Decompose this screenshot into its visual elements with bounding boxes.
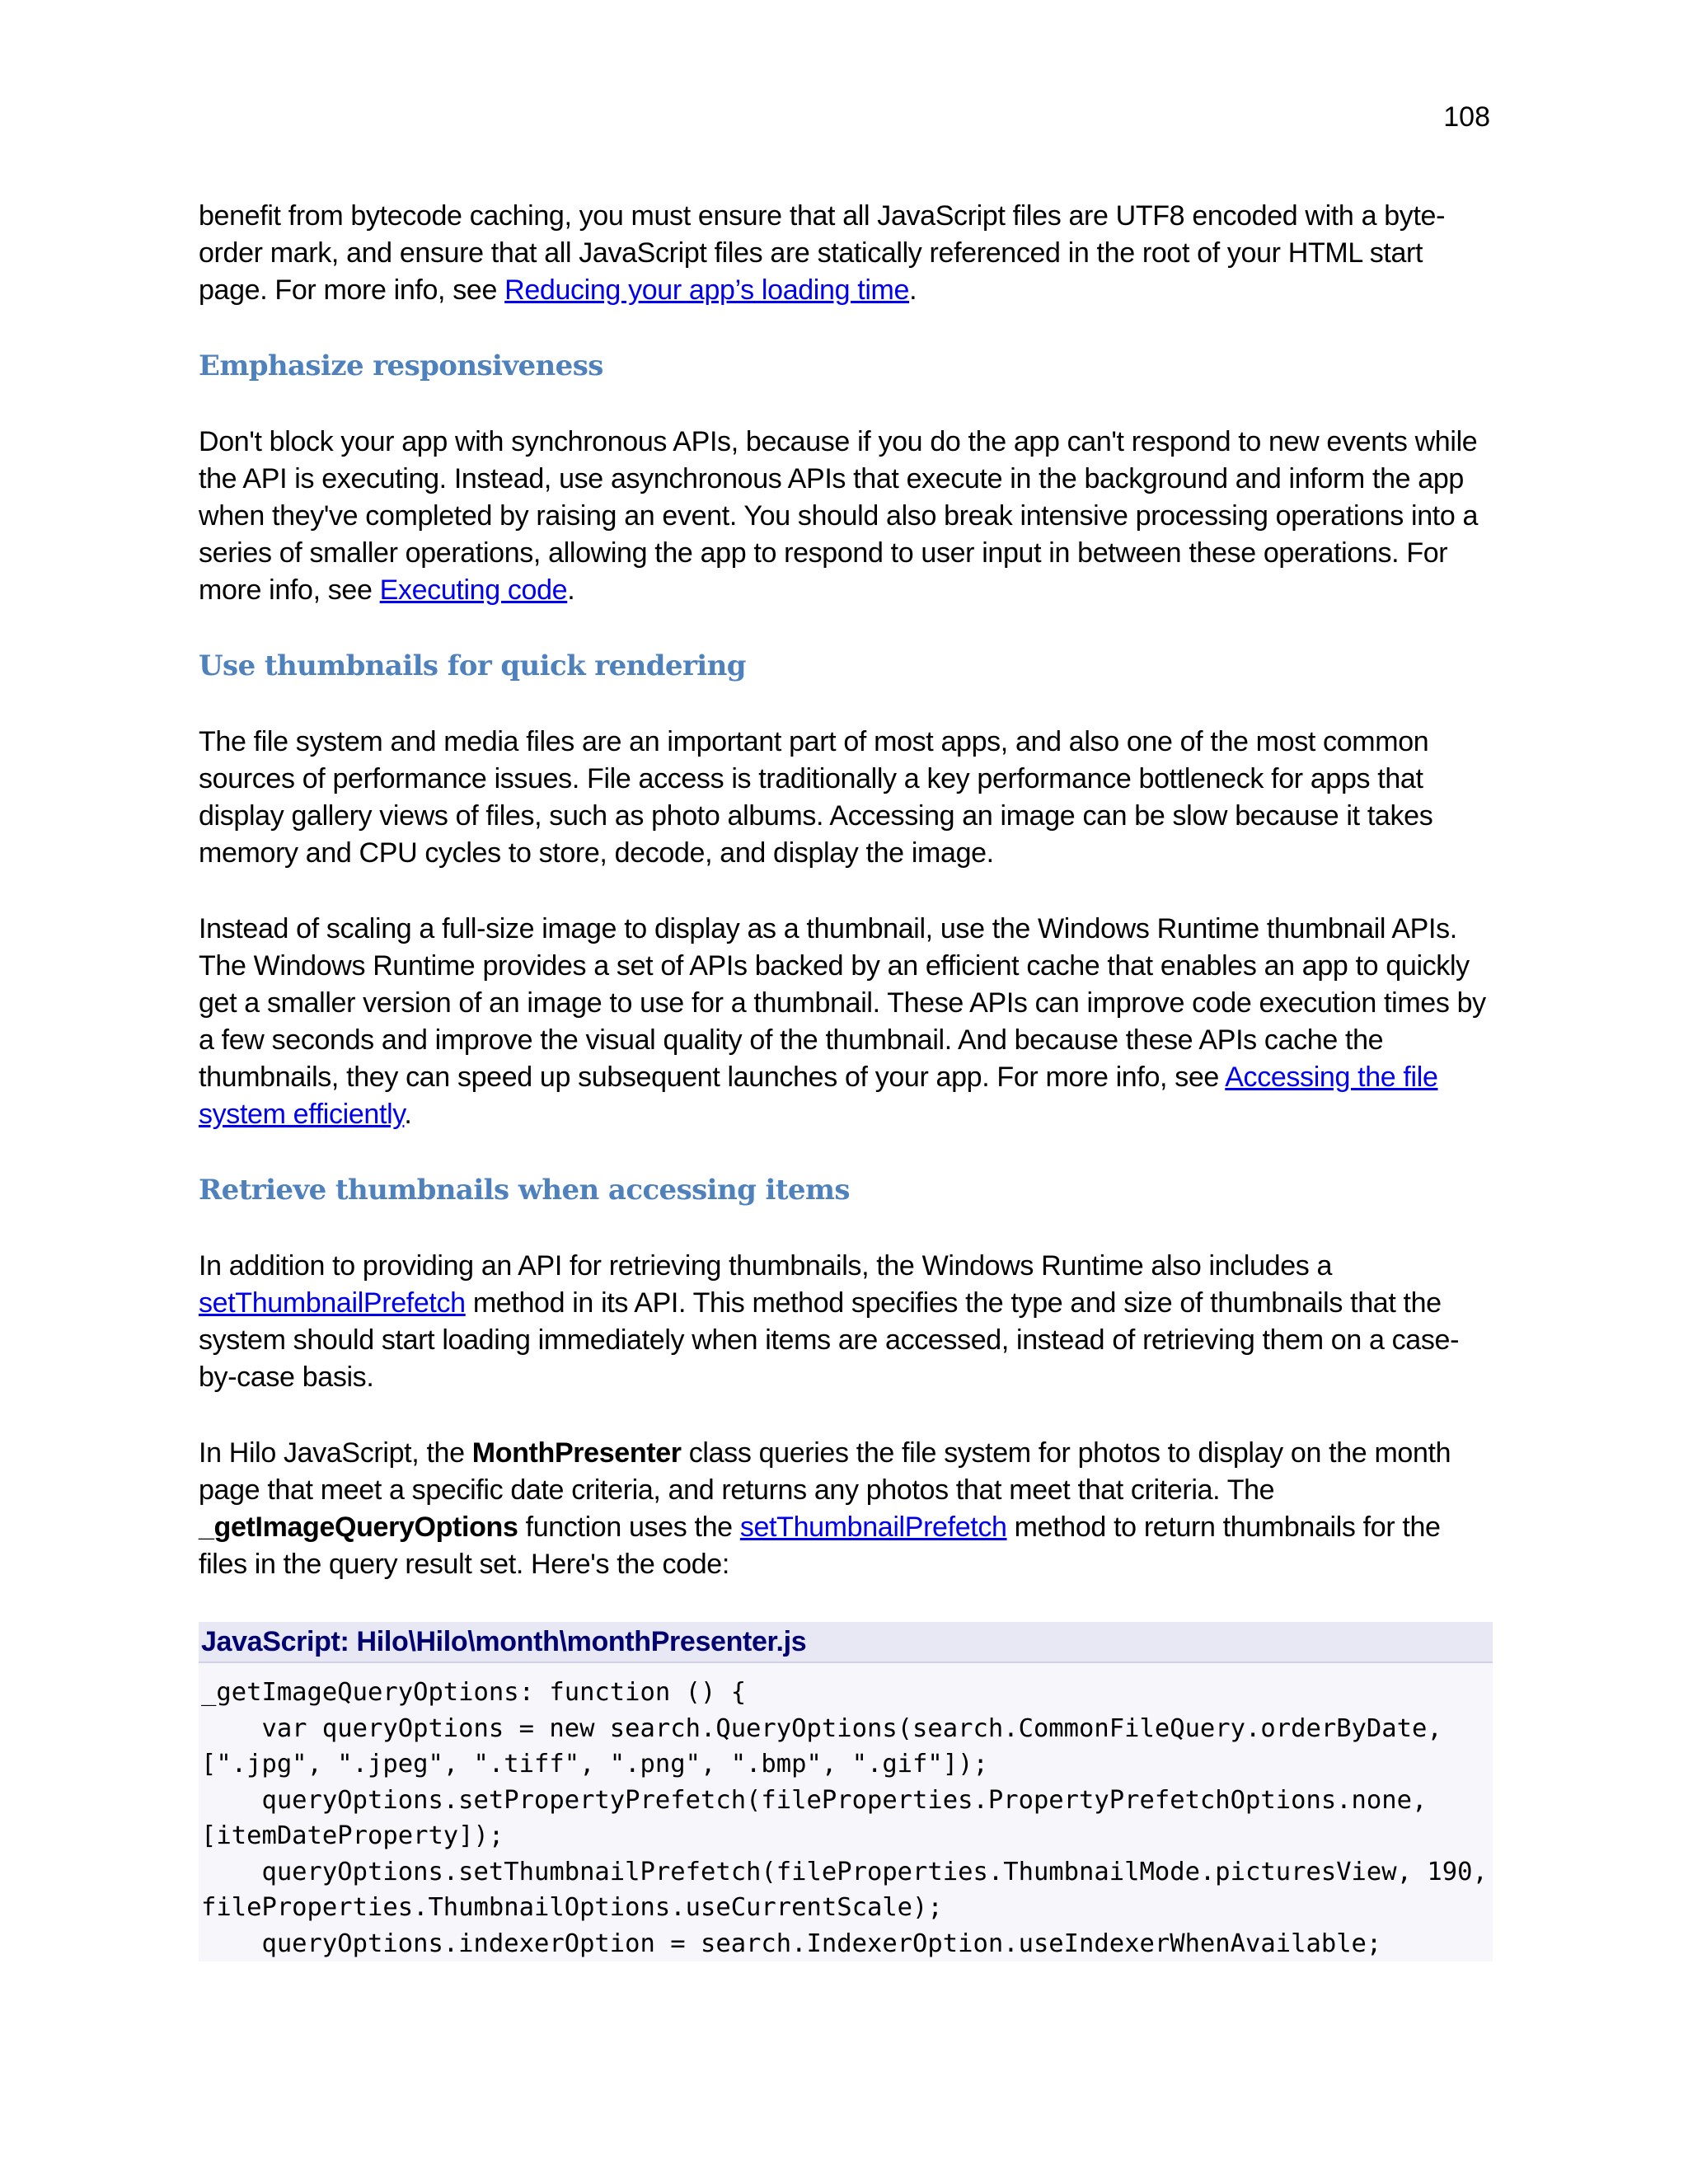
paragraph-responsiveness — [199, 424, 1493, 609]
paragraph-text: In addition to providing an API for retrieving thumbnails, the Windows Runtime also includes a — [199, 1250, 1333, 1282]
link-executing-code[interactable]: Executing code — [379, 574, 568, 606]
paragraph-thumbnail-apis — [199, 911, 1493, 1133]
paragraph-text: method in its API. This method specifies the type and size of thumbnails that the system should start loading immediately when items are accessed, instead of retrieving them on a case-by-case basis. — [199, 1287, 1460, 1393]
paragraph-month-presenter — [199, 1435, 1493, 1583]
link-set-thumbnail-prefetch-2[interactable]: setThumbnailPrefetch — [739, 1511, 1007, 1543]
paragraph-bytecode-caching — [199, 198, 1493, 309]
code-block-body: _getImageQueryOptions: function () { var queryOptions = new search.QueryOptions(search.CommonFileQuery.orderByDate, [".jpg", ".jpeg", ".tiff", ".png", ".bmp", ".gif"]); queryOptions.setPropertyPrefetch(fileProperties.PropertyPrefetchOptions.none, [itemDateProperty]); queryOptions.setThumbnailPrefetch(fileProperties.ThumbnailMode.picturesView, 190, fileProperties.ThumbnailOptions.useCurrentScale); queryOptions.indexerOption = search.IndexerOption.useIndexerWhenAvailable; — [201, 1678, 1488, 1958]
paragraph-text: class queries the file system for photos to display on the month page that meet a specific date criteria, and returns any photos that meet that criteria. The — [199, 1437, 1451, 1506]
link-set-thumbnail-prefetch[interactable]: setThumbnailPrefetch — [199, 1287, 466, 1319]
bold-month-presenter: MonthPresenter — [471, 1437, 682, 1469]
paragraph-text: Don't block your app with synchronous APIs, because if you do the app can't respond to new events while the API is executing. Instead, use asynchronous APIs that execute in the background and inform the app when they've completed by raising an event. You should also break intensive processing operations into a series of smaller operations, allowing the app to respond to user input in between these operations. For more info, see — [199, 426, 1479, 606]
link-accessing-file-system[interactable]: Accessing the file system efficiently — [199, 1062, 1438, 1130]
paragraph-text: method to return thumbnails for the files in the query result set. Here's the code: — [199, 1511, 1441, 1580]
code-block — [199, 1622, 1493, 1961]
code-block-title: JavaScript: Hilo\Hilo\month\monthPresenter.js — [199, 1622, 1493, 1663]
paragraph-text: Instead of scaling a full-size image to display as a thumbnail, use the Windows Runtime thumbnail APIs. The Windows Runtime provides a set of APIs backed by an efficient cache that enables an app to quickly get a smaller version of an image to use for a thumbnail. These APIs can improve code execution times by a few seconds and improve the visual quality of the thumbnail. And because these APIs cache the thumbnails, they can speed up subsequent launches of your app. For more info, see — [199, 913, 1486, 1093]
paragraph-end: . — [567, 574, 575, 606]
heading-retrieve-thumbnails: Retrieve thumbnails when accessing items — [199, 1174, 850, 1207]
paragraph-text: function uses the — [518, 1511, 740, 1543]
bold-get-image-query-options: _getImageQueryOptions — [199, 1511, 518, 1543]
heading-emphasize-responsiveness: Emphasize responsiveness — [199, 349, 603, 382]
paragraph-end: . — [909, 274, 917, 306]
document-body — [199, 198, 1493, 1961]
paragraph-text: benefit from bytecode caching, you must ensure that all JavaScript files are UTF8 encoded with a byte-order mark, and ensure that all JavaScript files are statically referenced in the root of your HTML start page. For more info, see — [199, 200, 1446, 306]
paragraph-file-system: The file system and media files are an important part of most apps, and also one of the most common sources of performance issues. File access is traditionally a key performance bottleneck for apps that display gallery views of files, such as photo albums. Accessing an image can be slow because it takes memory and CPU cycles to store, decode, and display the image. — [199, 726, 1433, 869]
paragraph-prefetch — [199, 1248, 1493, 1396]
link-reducing-loading-time[interactable]: Reducing your app’s loading time — [504, 274, 910, 306]
heading-use-thumbnails: Use thumbnails for quick rendering — [199, 649, 746, 682]
paragraph-text: In Hilo JavaScript, the — [199, 1437, 472, 1469]
page-number: 108 — [1443, 101, 1490, 133]
paragraph-end: . — [404, 1099, 412, 1130]
